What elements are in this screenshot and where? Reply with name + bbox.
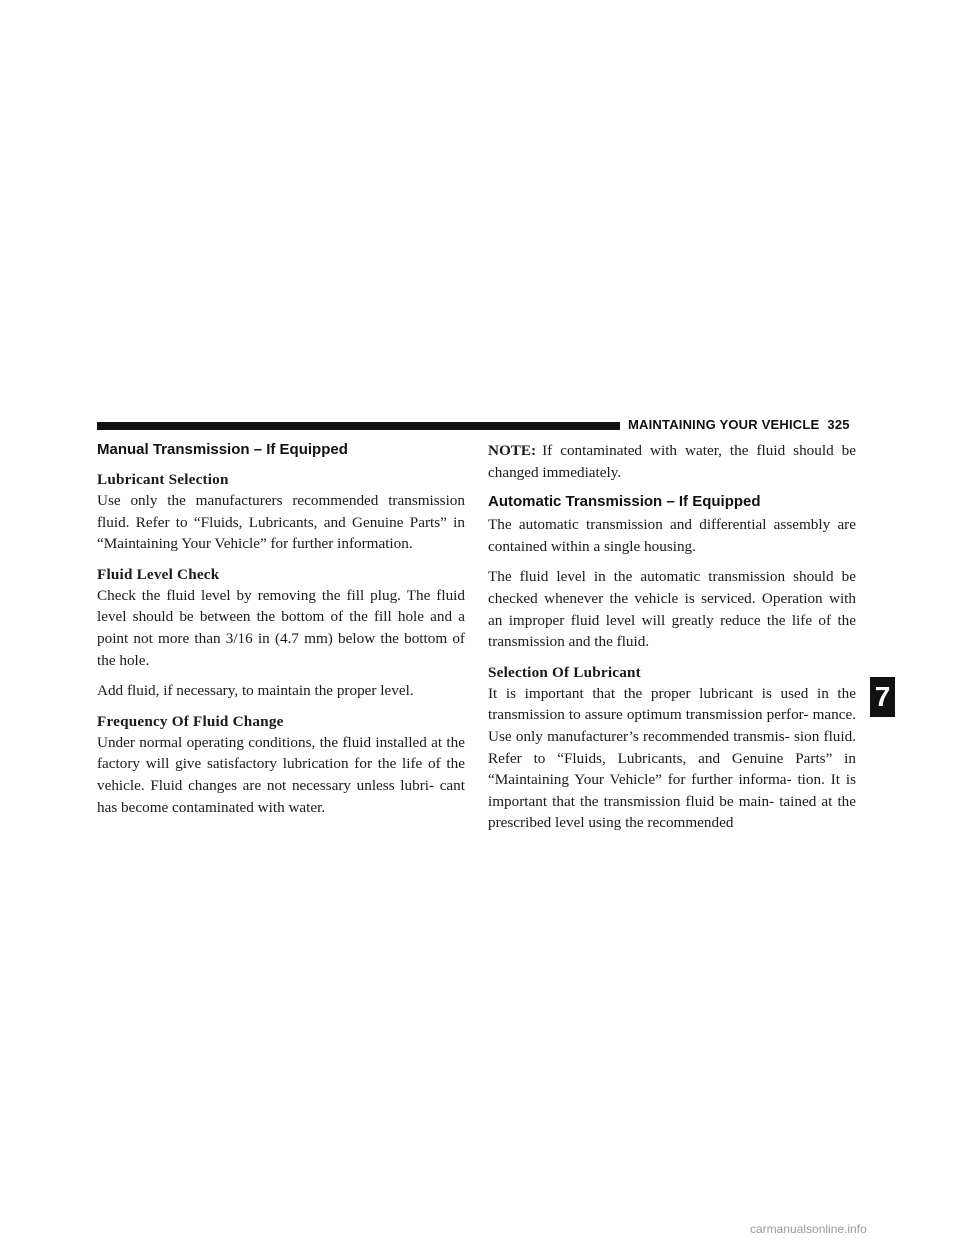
note-paragraph (488, 440, 856, 483)
fluid-change-frequency-heading: Frequency Of Fluid Change (97, 712, 284, 730)
left-column (97, 440, 465, 827)
page-number: 325 (827, 417, 850, 432)
right-column (488, 440, 856, 843)
note-text: If contaminated with water, the fluid should be changed immediately. (488, 442, 856, 481)
fluid-change-frequency-text: Under normal operating conditions, the fluid installed at the factory will give satisfactory lubrication for the life of the vehicle. Fluid changes are not necessary unless lubri- cant has become contaminated with water. (97, 733, 465, 816)
chapter-tab: 7 (870, 677, 895, 717)
lubricant-selection-heading: Lubricant Selection (97, 471, 229, 488)
add-fluid-text: Add fluid, if necessary, to maintain the proper level. (97, 682, 414, 700)
section-title: MAINTAINING YOUR VEHICLE (628, 417, 820, 432)
automatic-housing-text: The automatic transmission and differential assembly are contained within a single housing. (488, 516, 856, 555)
selection-of-lubricant-text: It is important that the proper lubricant is used in the transmission to assure optimum transmission perfor- mance. Use only manufacturer’s recommended transmis- sion fluid. Refer to “Fluids, Lubricants, and Genuine Parts” in “Maintaining Your Vehicle” for further informa- tion. It is important that the transmission fluid be main- tained at the prescribed level using the recommended (488, 684, 856, 832)
selection-of-lubricant-heading: Selection Of Lubricant (488, 663, 641, 681)
manual-transmission-heading: Manual Transmission – If Equipped (97, 441, 348, 458)
running-header (628, 417, 850, 432)
header-rule (97, 422, 620, 430)
automatic-fluid-level-text: The fluid level in the automatic transmission should be checked whenever the vehicle is serviced. Operation with an improper fluid level will greatly reduce the life of the transmission and the fluid. (488, 568, 856, 651)
automatic-transmission-heading: Automatic Transmission – If Equipped (488, 493, 761, 511)
fluid-level-check-heading: Fluid Level Check (97, 565, 220, 583)
fluid-level-check-text: Check the fluid level by removing the fill plug. The fluid level should be between the bottom of the fill hole and a point not more than 3/16 in (4.7 mm) below the bottom of the hole. (97, 586, 465, 669)
lubricant-selection-text: Use only the manufacturers recommended transmission fluid. Refer to “Fluids, Lubricants, and Genuine Parts” in “Maintaining Your Vehicle” for further information. (97, 492, 465, 553)
note-label: NOTE: (488, 442, 537, 459)
watermark: carmanualsonline.info (750, 1222, 867, 1236)
